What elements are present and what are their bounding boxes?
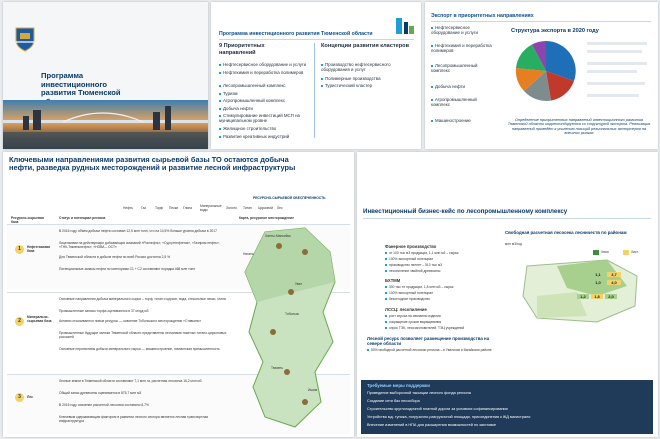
section-line: Для Тюменской области в добыче нефти по всей России достигла 2,5 % xyxy=(59,255,171,259)
directions-title: 9 Приоритетных направлений xyxy=(219,43,265,56)
support-measures-panel xyxy=(361,380,653,434)
map-value: 1,8 xyxy=(591,294,603,299)
section-label: Минерально-сырьевая база xyxy=(27,315,52,323)
slide-export[interactable] xyxy=(425,2,658,149)
section-line: Промышленные запасы торфа оцениваются в 37 млрд м3 xyxy=(59,309,149,313)
map-city: Ишим xyxy=(308,388,318,392)
list-item: от 100 тыс м3 продукции, 1,1 млн м3 – сырья xyxy=(385,251,458,255)
legend-swatch xyxy=(593,250,599,255)
legend-label: Хвоя xyxy=(601,250,609,254)
forestry-map xyxy=(517,256,647,326)
section-line: Потенциальные запасы нефти по категориям С1 + С2 составляют порядка 468 млн тонн xyxy=(59,267,196,271)
section-line: Лесные земли в Тюменской области составляют 7,1 млн га, расчетная лесосека 16,2 млн м3 xyxy=(59,379,202,383)
map-value: 2,0 xyxy=(605,294,617,299)
list-item: Стимулирование инвестиций МСП на муниципальном уровне xyxy=(219,113,309,123)
map-city: Уват xyxy=(295,282,302,286)
section-line: В 2016 году освоение расчетной лесосеки составило 8,7% xyxy=(59,403,149,407)
section-line: Активно отыскиваются новые ресурсы — освоение Тобольского месторождения «Ставкино» xyxy=(59,319,202,323)
section-line: Основные перспективы добычи минерального сырья — машиностроение, химическая промышленность xyxy=(59,347,220,351)
measure-item: Создание сети баз лесосбора xyxy=(367,399,420,403)
list-item: Жилищное строительство xyxy=(219,126,276,131)
list-item: опрос ТЭК, лесозаготовителей, ТЭЦ учреждений xyxy=(385,326,464,330)
map-value: 1,2 xyxy=(577,294,589,299)
section-line: Ключевым сдерживающим фактором в развитии лесного сектора является лесная транспортная инфраструктура xyxy=(59,415,209,423)
list-item: Агропромышленный комплекс xyxy=(431,98,493,108)
list-item: сокращение сроков выращивания xyxy=(385,320,441,324)
section-line: Промышленные будущие залежи Тюменской области представлены песчанами тяжелых титано-цирконовых россыпей xyxy=(59,331,227,339)
list-item: Нефтехимия и переработка полимеров xyxy=(431,43,492,53)
legend-row xyxy=(587,42,647,45)
legend-row xyxy=(587,82,645,85)
column-header-resources: Ресурсно-сырьевая база xyxy=(11,216,44,224)
slide-priority-directions[interactable] xyxy=(211,2,421,149)
map-header: РЕСУРСНО-СЫРЬЕВОЙ ОБЕСПЕЧЕННОСТЬ xyxy=(253,196,326,200)
skyline-graphic xyxy=(3,100,208,149)
list-item: производство пеллет – 510 тыс м3 xyxy=(385,263,442,267)
list-item: Добыча нефти xyxy=(219,106,253,111)
section-label: Лес xyxy=(27,395,33,399)
legend-item: Торф xyxy=(155,206,164,210)
list-item: лесопиление хвойной древесины xyxy=(385,269,440,273)
map-value: 1,0 xyxy=(591,280,605,285)
column-header-status: Статус и потенциал региона xyxy=(59,216,106,220)
case-title: БХТММ xyxy=(385,278,401,283)
legend-item: Нефть xyxy=(123,206,134,210)
case-title: ЛССЦ: лесопиление xyxy=(385,307,427,312)
slide-cover[interactable] xyxy=(3,2,208,149)
slide-header: Экспорт в приоритетных направлениях xyxy=(431,13,534,19)
legend-item: Цирконий xyxy=(258,206,273,210)
column-divider xyxy=(314,43,315,138)
program-title: Программа инвестиционного развития Тюменской xyxy=(41,71,121,98)
map-units: млн м3/год xyxy=(505,242,522,246)
list-item: Машиностроение xyxy=(431,118,471,123)
map-value: 3,7 xyxy=(607,272,621,277)
list-item: Развитие креативных индустрий xyxy=(219,134,289,139)
measure-item: Внесение изменений в НПА для расширения возможностей по заготовке xyxy=(367,423,496,427)
slide-header: Программа инвестиционного развития Тюменской области xyxy=(219,31,373,37)
legend-row xyxy=(587,50,642,53)
legend-item: Минеральные воды xyxy=(200,204,222,212)
section-label: Нефтегазовая база xyxy=(27,245,51,253)
legend-row xyxy=(587,70,637,73)
section-number: 3 xyxy=(15,393,24,402)
conclusion-title: Лесной ресурс позволяет размещение производства на севере области xyxy=(367,336,490,346)
section-line: Общий запас древесины оценивается в 875,7 млн м3 xyxy=(59,391,142,395)
legend-row xyxy=(587,94,639,97)
export-pie-chart xyxy=(513,38,579,104)
section-line: Основные направления добычи минерального сырья – торф, титан и циркон, вода, стекольные пески, глина xyxy=(59,297,226,301)
list-item: 50% свободной расчетной лесосеки региона – в Уватском и Вагайском районе xyxy=(367,348,497,352)
map-title: Свободная расчетная лесосека лесничеств по районам xyxy=(505,230,627,235)
list-item: рост спроса на связанны изделия xyxy=(385,314,441,318)
case-title: Фанерное производство xyxy=(385,244,437,249)
list-item: Лесопромышленный комплекс xyxy=(431,64,493,74)
section-line: Лицензиями на действующих добывающих компаний «Роснефть», «Сургутнефтегаз», «Газпром нефть», «ТНК-Тюменьнефть», «НОВА – ОСТ» xyxy=(59,241,220,249)
list-item: Нефтехимия и переработка полимеров xyxy=(219,70,309,75)
clusters-title: Концепции развития кластеров xyxy=(321,43,410,49)
list-item: Добыча нефти xyxy=(431,84,465,89)
export-footnote: Определение приоритетных направлений инвестиционного развития Тюменской области корреспондируется со структурой экспорта. Реализация направлений приведёт к усилению позиций региональных экспортеров на внешних рынках xyxy=(507,118,651,136)
column-header-map: Карта, ресурсное месторождение xyxy=(239,216,294,220)
slide-resource-base[interactable] xyxy=(3,152,354,437)
map-city: Ханты-Мансийск xyxy=(265,234,291,238)
list-item: безотходное производство xyxy=(385,297,430,301)
list-item: Полимерные производства xyxy=(321,76,381,81)
list-item: Лесопромышленный комплекс xyxy=(219,83,286,88)
list-item: 100% экспортный потенциал xyxy=(385,257,433,261)
list-item: Агропромышленный комплекс xyxy=(219,98,285,103)
legend-label: Лист xyxy=(631,250,639,254)
slide-title: Инвестиционный бизнес-кейс по лесопромышленному комплексу xyxy=(363,208,568,215)
map-city: Тюмень xyxy=(271,366,283,370)
legend-item: Пески xyxy=(169,206,179,210)
map-city: Тобольск xyxy=(285,312,299,316)
measure-item: Проведение выборочной таксации лесного фонда региона xyxy=(367,391,471,395)
measure-item: Строительство круглогодичной платной дороги за условиях софинансирования xyxy=(367,407,508,411)
header-divider xyxy=(219,39,414,40)
header-divider xyxy=(431,21,651,22)
map-city: Нягань xyxy=(243,252,254,256)
section-line: В 2016 году объем добычи нефти составил 12,5 млн тонн, что на 14,5% больше уровня добычи в 2017 xyxy=(59,229,217,233)
map-value: 1,1 xyxy=(591,272,605,277)
map-value: 4,0 xyxy=(607,280,621,285)
slide-forestry-case[interactable] xyxy=(357,152,658,437)
list-item: Нефтесервисное оборудование и услуги xyxy=(219,62,306,67)
tyumen-emblem-icon xyxy=(14,26,36,52)
section-number: 2 xyxy=(15,317,24,326)
legend-item: Глина xyxy=(183,206,193,210)
list-item: Производство нефтесервисного оборудования и услуг xyxy=(321,62,416,72)
legend-item: Лес xyxy=(277,206,283,210)
measures-title: Требуемые меры поддержки xyxy=(367,383,430,388)
list-item: 100% экспортный потенциал xyxy=(385,291,433,295)
list-item: Туризм xyxy=(219,91,238,96)
list-item: Нефтесервисное оборудование и услуги xyxy=(431,26,493,36)
title-divider xyxy=(363,218,651,219)
legend-item: Титан xyxy=(243,206,252,210)
legend-row xyxy=(587,62,647,65)
section-number: 1 xyxy=(15,245,24,254)
measure-item: Устройство мд. тупика, погрузочно-разгрузочной площади, присоединения к ЖД магистрали xyxy=(367,415,531,419)
legend-item: Золото xyxy=(226,206,237,210)
slide-title: Ключевыми направлениями развития сырьевой базы ТО остаются добыча нефти, разведка рудных месторождений и развитие лесной инфраструктуры xyxy=(9,155,296,173)
legend-item: Газ xyxy=(141,206,146,210)
list-item: 300 тыс тн продукции, 1,8 млн м3 – сырья xyxy=(385,285,453,289)
chart-title: Структура экспорта в 2020 году xyxy=(511,28,599,34)
legend-swatch xyxy=(623,250,629,255)
logo-icon xyxy=(394,16,416,36)
list-item: Туристический кластер xyxy=(321,83,372,88)
